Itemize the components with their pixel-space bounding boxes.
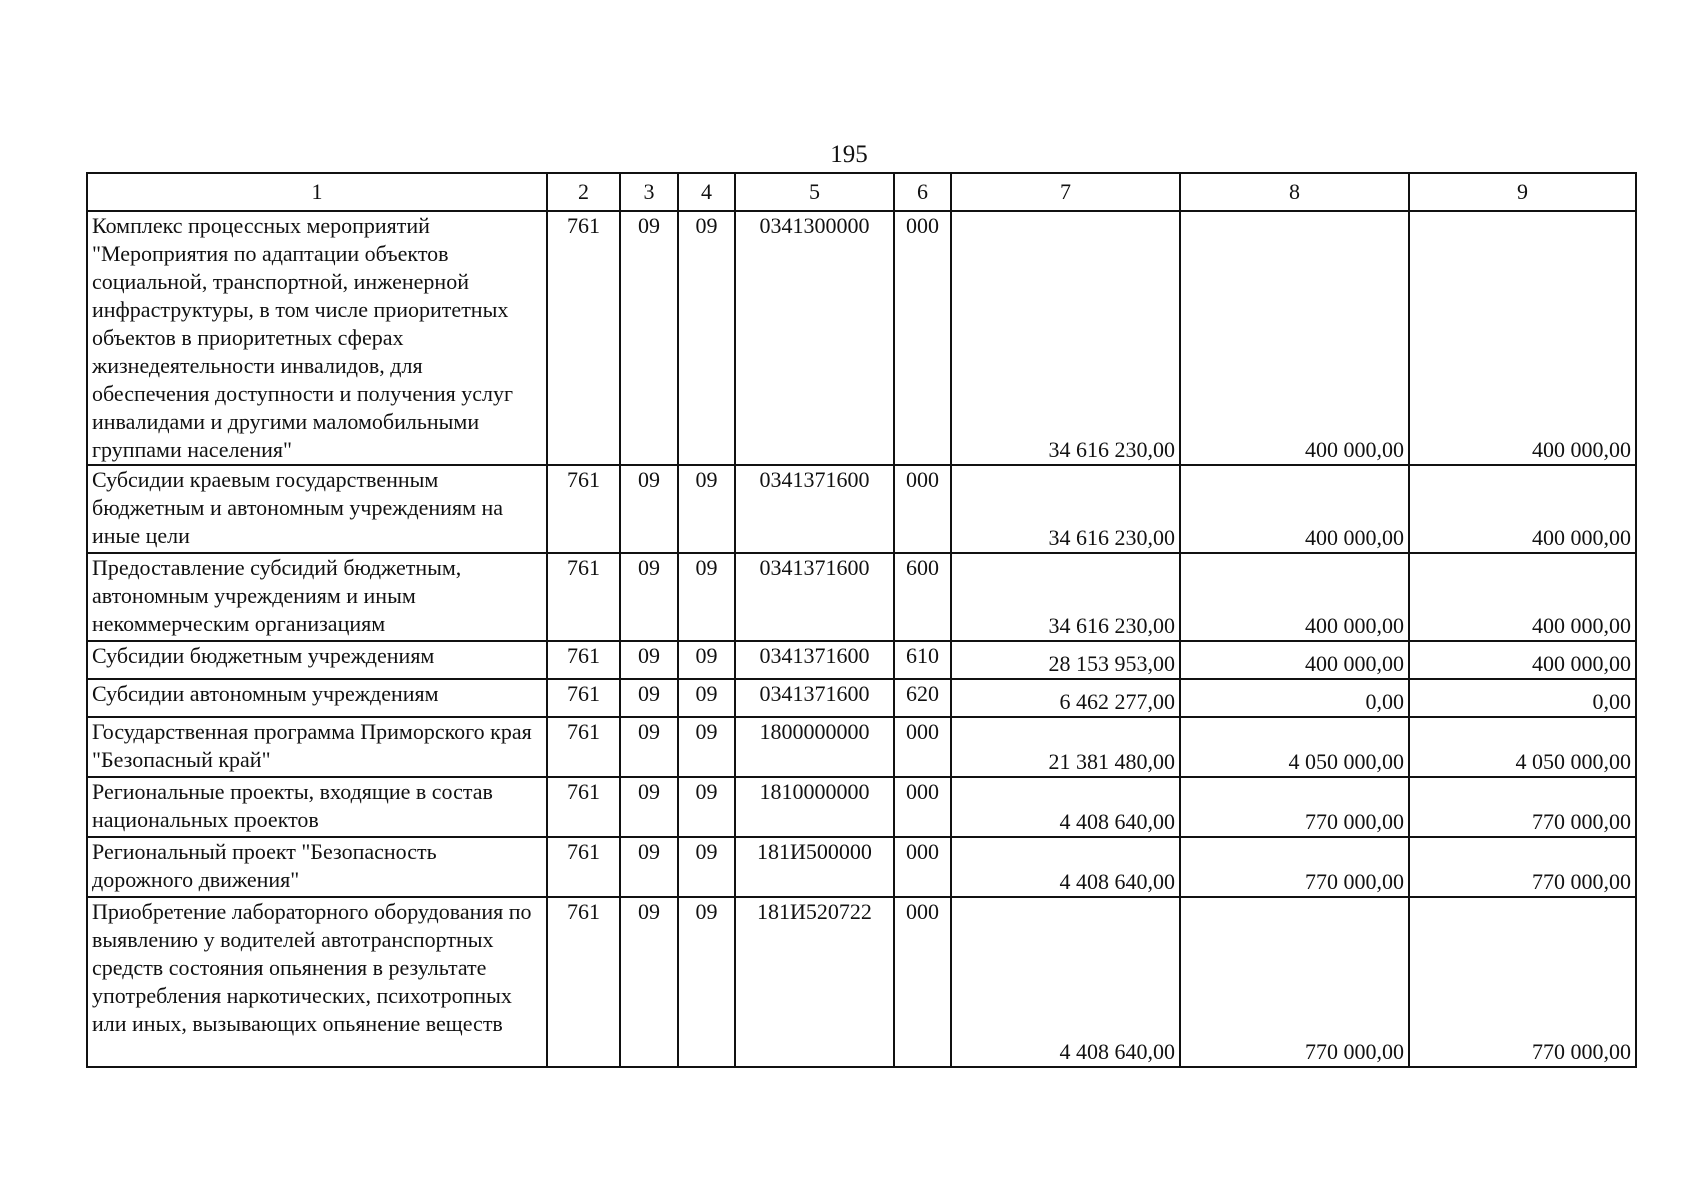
cell-col6: 000 <box>894 465 951 553</box>
table-header-row <box>87 173 1636 211</box>
cell-col8: 400 000,00 <box>1180 641 1409 679</box>
cell-col8: 0,00 <box>1180 679 1409 717</box>
budget-table <box>86 172 1637 1068</box>
column-header: 1 <box>87 173 547 211</box>
cell-col9: 400 000,00 <box>1409 465 1636 553</box>
cell-col6: 000 <box>894 717 951 777</box>
cell-col3: 09 <box>620 465 678 553</box>
cell-col9: 4 050 000,00 <box>1409 717 1636 777</box>
cell-col9: 400 000,00 <box>1409 553 1636 641</box>
cell-col3: 09 <box>620 553 678 641</box>
cell-col3: 09 <box>620 641 678 679</box>
cell-col5: 0341371600 <box>735 641 894 679</box>
cell-col4: 09 <box>678 717 735 777</box>
cell-col6: 600 <box>894 553 951 641</box>
column-header: 9 <box>1409 173 1636 211</box>
row-name: Региональный проект "Безопасность дорожного движения" <box>87 837 547 897</box>
cell-col8: 400 000,00 <box>1180 553 1409 641</box>
column-header: 5 <box>735 173 894 211</box>
cell-col6: 000 <box>894 897 951 1067</box>
row-name: Субсидии краевым государственным бюджетным и автономным учреждениям на иные цели <box>87 465 547 553</box>
cell-col4: 09 <box>678 777 735 837</box>
cell-col6: 620 <box>894 679 951 717</box>
cell-col2: 761 <box>547 717 620 777</box>
cell-col5: 181И500000 <box>735 837 894 897</box>
cell-col5: 1800000000 <box>735 717 894 777</box>
cell-col5: 181И520722 <box>735 897 894 1067</box>
cell-col7: 6 462 277,00 <box>951 679 1180 717</box>
table-row <box>87 553 1636 641</box>
cell-col3: 09 <box>620 679 678 717</box>
cell-col2: 761 <box>547 553 620 641</box>
table-row <box>87 679 1636 717</box>
cell-col4: 09 <box>678 837 735 897</box>
table-row <box>87 897 1636 1067</box>
cell-col6: 000 <box>894 211 951 465</box>
cell-col3: 09 <box>620 777 678 837</box>
table-row <box>87 465 1636 553</box>
cell-col9: 400 000,00 <box>1409 211 1636 465</box>
cell-col7: 34 616 230,00 <box>951 553 1180 641</box>
row-name: Государственная программа Приморского края "Безопасный край" <box>87 717 547 777</box>
cell-col8: 4 050 000,00 <box>1180 717 1409 777</box>
cell-col9: 770 000,00 <box>1409 897 1636 1067</box>
cell-col9: 770 000,00 <box>1409 777 1636 837</box>
cell-col2: 761 <box>547 679 620 717</box>
cell-col8: 770 000,00 <box>1180 897 1409 1067</box>
cell-col5: 0341371600 <box>735 679 894 717</box>
cell-col3: 09 <box>620 897 678 1067</box>
cell-col6: 610 <box>894 641 951 679</box>
cell-col4: 09 <box>678 465 735 553</box>
column-header: 4 <box>678 173 735 211</box>
cell-col4: 09 <box>678 641 735 679</box>
row-name: Субсидии бюджетным учреждениям <box>87 641 547 679</box>
cell-col2: 761 <box>547 897 620 1067</box>
cell-col8: 770 000,00 <box>1180 777 1409 837</box>
table-row <box>87 837 1636 897</box>
column-header: 8 <box>1180 173 1409 211</box>
column-header: 7 <box>951 173 1180 211</box>
table-row <box>87 777 1636 837</box>
cell-col2: 761 <box>547 641 620 679</box>
cell-col4: 09 <box>678 897 735 1067</box>
cell-col5: 0341371600 <box>735 553 894 641</box>
cell-col2: 761 <box>547 777 620 837</box>
cell-col3: 09 <box>620 837 678 897</box>
cell-col9: 0,00 <box>1409 679 1636 717</box>
column-header: 6 <box>894 173 951 211</box>
cell-col5: 0341300000 <box>735 211 894 465</box>
column-header: 3 <box>620 173 678 211</box>
row-name: Субсидии автономным учреждениям <box>87 679 547 717</box>
table-row <box>87 211 1636 465</box>
cell-col4: 09 <box>678 211 735 465</box>
cell-col5: 0341371600 <box>735 465 894 553</box>
cell-col9: 770 000,00 <box>1409 837 1636 897</box>
row-name: Приобретение лабораторного оборудования по выявлению у водителей автотранспортных средств состояния опьянения в результате употребления наркотических, психотропных или иных, вызывающих опьянение веществ <box>87 897 547 1067</box>
cell-col7: 4 408 640,00 <box>951 777 1180 837</box>
cell-col9: 400 000,00 <box>1409 641 1636 679</box>
cell-col8: 400 000,00 <box>1180 465 1409 553</box>
cell-col3: 09 <box>620 211 678 465</box>
cell-col4: 09 <box>678 553 735 641</box>
cell-col8: 770 000,00 <box>1180 837 1409 897</box>
cell-col2: 761 <box>547 211 620 465</box>
cell-col7: 21 381 480,00 <box>951 717 1180 777</box>
cell-col7: 4 408 640,00 <box>951 837 1180 897</box>
row-name: Комплекс процессных мероприятий "Мероприятия по адаптации объектов социальной, транспортной, инженерной инфраструктуры, в том числе приоритетных объектов в приоритетных сферах жизнедеятельности инвалидов, для обеспечения доступности и получения услуг инвалидами и другими маломобильными группами населения" <box>87 211 547 465</box>
cell-col2: 761 <box>547 465 620 553</box>
cell-col7: 34 616 230,00 <box>951 465 1180 553</box>
column-header: 2 <box>547 173 620 211</box>
row-name: Предоставление субсидий бюджетным, автономным учреждениям и иным некоммерческим организациям <box>87 553 547 641</box>
cell-col2: 761 <box>547 837 620 897</box>
cell-col5: 1810000000 <box>735 777 894 837</box>
cell-col3: 09 <box>620 717 678 777</box>
cell-col7: 4 408 640,00 <box>951 897 1180 1067</box>
table-row <box>87 717 1636 777</box>
cell-col7: 34 616 230,00 <box>951 211 1180 465</box>
row-name: Региональные проекты, входящие в состав национальных проектов <box>87 777 547 837</box>
cell-col8: 400 000,00 <box>1180 211 1409 465</box>
cell-col7: 28 153 953,00 <box>951 641 1180 679</box>
page-number: 195 <box>830 141 868 168</box>
cell-col4: 09 <box>678 679 735 717</box>
cell-col6: 000 <box>894 777 951 837</box>
table-row <box>87 641 1636 679</box>
cell-col6: 000 <box>894 837 951 897</box>
